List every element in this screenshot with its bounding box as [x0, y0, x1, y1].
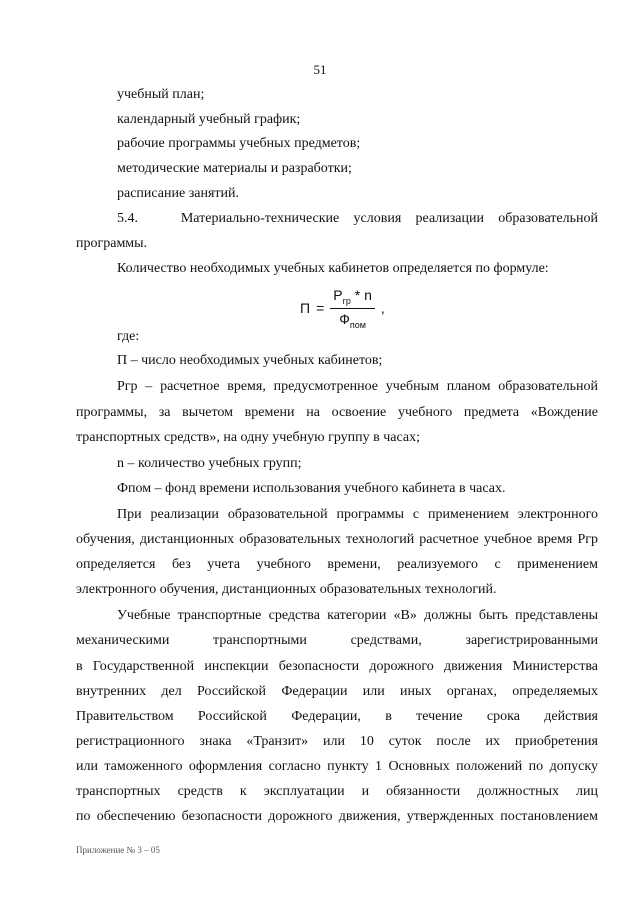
page-number: 51: [313, 62, 327, 77]
text-line: по обеспечению безопасности дорожного движения, утвержденных постановлением: [76, 809, 598, 824]
section-heading-line: 5.4. Материально-технические условия реализации образовательной: [117, 211, 598, 226]
text-line: При реализации образовательной программы с применением электронного: [117, 507, 598, 522]
text-line: учебный план;: [117, 87, 205, 102]
formula-numerator: $Р_{гр}$ * n: [330, 287, 375, 309]
text-line: где:: [117, 329, 140, 344]
text-line: программы.: [76, 236, 148, 251]
text-line: Фпом – фонд времени использования учебного кабинета в часах.: [117, 481, 506, 496]
formula-tail: ,: [380, 300, 385, 316]
text-line: n – количество учебных групп;: [117, 456, 302, 471]
text-line: Учебные транспортные средства категории «В» должны быть представлены: [117, 608, 598, 623]
text-line: внутренних дел Российской Федерации или иных органах, определяемых: [76, 684, 598, 699]
text-line: программы, за вычетом времени на освоение учебного предмета «Вождение: [76, 405, 598, 420]
text-line: Ргр – расчетное время, предусмотренное учебным планом образовательной: [117, 379, 598, 394]
text-line: календарный учебный график;: [117, 112, 301, 127]
formula-denominator: $Ф_{пом}$: [339, 310, 366, 330]
text-line: транспортных средств», на одну учебную группу в часах;: [76, 430, 420, 445]
text-line: в Государственной инспекции безопасности дорожного движения Министерства: [76, 659, 598, 674]
text-line: обучения, дистанционных образовательных технологий расчетное учебное время Ргр: [76, 532, 598, 547]
text-line: Количество необходимых учебных кабинетов определяется по формуле:: [117, 261, 549, 276]
text-line: электронного обучения, дистанционных образовательных технологий.: [76, 582, 497, 597]
page-footer: Приложение № 3 – 05: [76, 845, 160, 855]
formula-fraction: [330, 287, 375, 330]
text-line: определяется без учета учебного времени, реализуемого с применением: [76, 557, 598, 572]
classroom-formula: [300, 286, 385, 330]
formula-equals: =: [316, 300, 325, 316]
text-line: расписание занятий.: [117, 186, 239, 201]
text-line: рабочие программы учебных предметов;: [117, 136, 361, 151]
text-line: транспортных средств к эксплуатации и обязанности должностных лиц: [76, 784, 598, 799]
text-line: механическими транспортными средствами, зарегистрированными: [76, 633, 598, 648]
text-line: методические материалы и разработки;: [117, 161, 352, 176]
text-line: или таможенного оформления согласно пункту 1 Основных положений по допуску: [76, 759, 598, 774]
text-line: П – число необходимых учебных кабинетов;: [117, 353, 383, 368]
formula-lhs: П: [300, 300, 311, 316]
text-line: регистрационного знака «Транзит» или 10 суток после их приобретения: [76, 734, 598, 749]
text-line: Правительством Российской Федерации, в течение срока действия: [76, 709, 598, 724]
